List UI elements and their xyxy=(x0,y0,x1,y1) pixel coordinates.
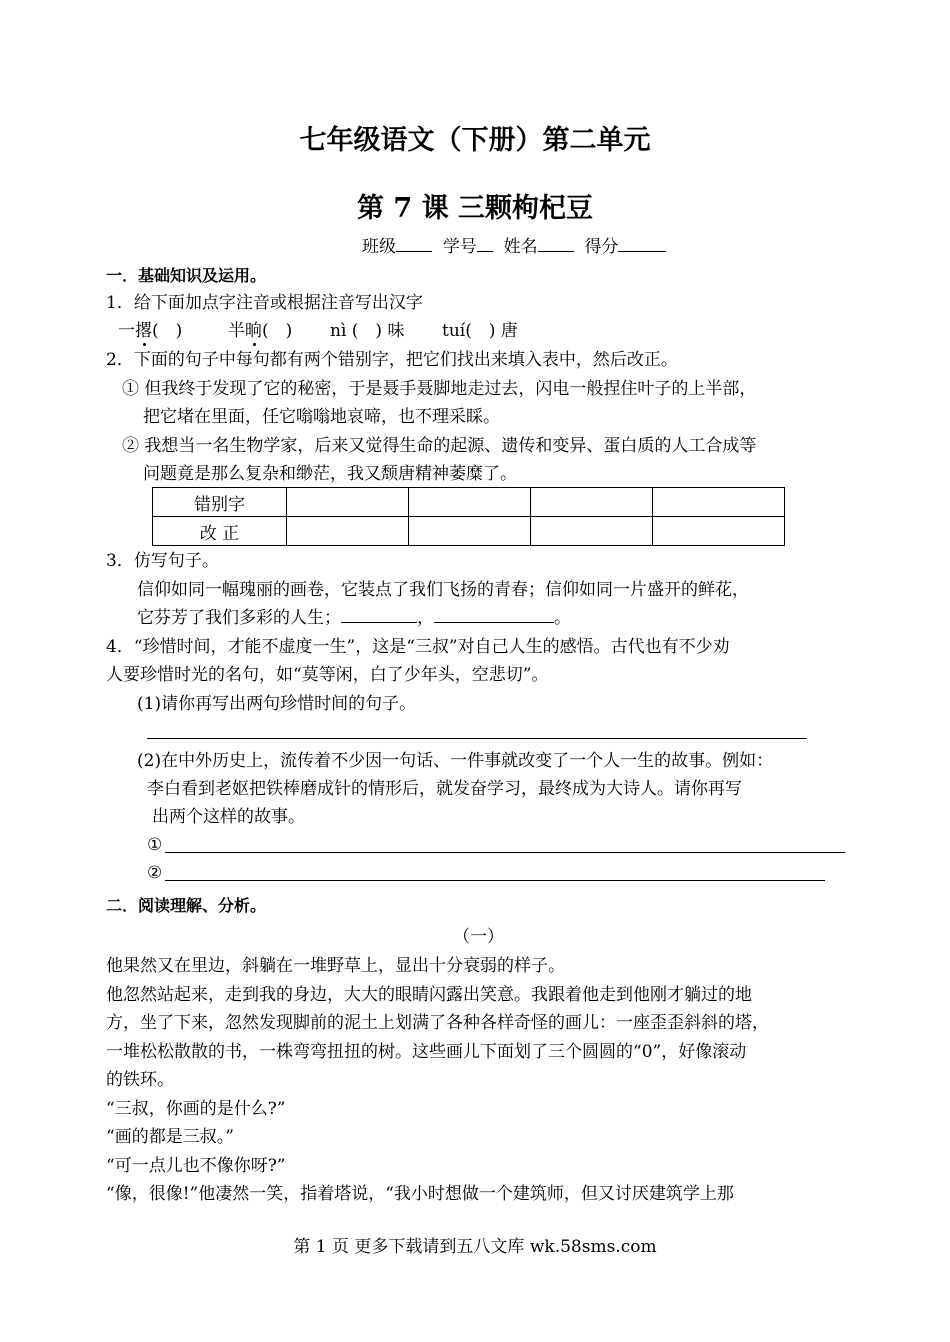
q4-answer1-line[interactable] xyxy=(165,852,845,853)
class-label: 班级 xyxy=(362,237,396,257)
q3-line1: 信仰如同一幅瑰丽的画卷，它装点了我们飞扬的青春；信仰如同一片盛开的鲜花， xyxy=(137,580,749,600)
table-cell[interactable] xyxy=(531,488,653,517)
q4-sub1: (1)请你再写出两句珍惜时间的句子。 xyxy=(137,694,417,714)
q2-sentence2-line2: 问题竟是那么复杂和缈茫，我又颓唐精神萎糜了。 xyxy=(143,464,517,484)
q4-line2: 人要珍惜时光的名句，如“莫等闲，白了少年头，空悲切”。 xyxy=(106,665,549,685)
passage-line: 方，坐了下来，忽然发现脚前的泥土上划满了各种各样奇怪的画儿：一座歪歪斜斜的塔， xyxy=(106,1013,769,1033)
passage-line: 他果然又在里边，斜躺在一堆野草上，显出十分衰弱的样子。 xyxy=(106,956,565,976)
q3-line2: 它芬芳了我们多彩的人生； ， 。 xyxy=(137,608,571,628)
table-cell[interactable] xyxy=(531,517,653,546)
table-row xyxy=(153,488,785,517)
q1-item-2: 半晌( ) xyxy=(228,321,293,341)
passage-line: “画的都是三叔。” xyxy=(106,1127,234,1147)
q4-answer2-marker: ② xyxy=(147,863,163,883)
q1-prompt: 1．给下面加点字注音或根据注音写出汉字 xyxy=(106,293,423,313)
number-label: 学号 xyxy=(442,237,477,257)
q4-sub2-line1: (2)在中外历史上，流传着不少因一句话、一件事就改变了一个人一生的故事。例如： xyxy=(137,751,774,771)
section1-heading: 一．基础知识及运用。 xyxy=(106,266,267,285)
passage-line: “像，很像!”他凄然一笑，指着塔说，“我小时想做一个建筑师，但又讨厌建筑学上那 xyxy=(106,1184,734,1204)
q4-sub2-line2: 李白看到老妪把铁棒磨成针的情形后，就发奋学习，最终成为大诗人。请你再写 xyxy=(147,779,742,799)
q4-answer2-line[interactable] xyxy=(165,880,825,881)
table-cell[interactable] xyxy=(409,488,531,517)
passage-line: 的铁环。 xyxy=(106,1070,174,1090)
table-row xyxy=(153,517,785,546)
table-cell[interactable] xyxy=(409,517,531,546)
class-blank[interactable] xyxy=(396,251,432,252)
passage-line: 他忽然站起来，走到我的身边，大大的眼睛闪露出笑意。我跟着他走到他刚才躺过的地 xyxy=(106,985,752,1005)
lesson-title: 第 7 课 三颗枸杞豆 xyxy=(357,193,593,224)
correction-table xyxy=(152,487,785,546)
table-cell[interactable] xyxy=(653,488,785,517)
section2-heading: 二．阅读理解、分析。 xyxy=(106,896,267,915)
score-blank[interactable] xyxy=(618,251,666,252)
q1-item-4: tuí( ) 唐 xyxy=(442,321,518,341)
passage-line: “三叔，你画的是什么?” xyxy=(106,1099,286,1119)
q2-sentence2-line1: ② 我想当一名生物学家，后来又觉得生命的起源、遗传和变异、蛋白质的人工合成等 xyxy=(122,436,757,456)
q2-prompt: 2．下面的句子中每句都有两个错别字，把它们找出来填入表中，然后改正。 xyxy=(106,350,678,370)
table-row-label: 错别字 xyxy=(153,488,287,517)
passage-line: “可一点儿也不像你呀?” xyxy=(106,1156,286,1176)
q1-item-3: nì ( ) 味 xyxy=(330,321,405,341)
table-cell[interactable] xyxy=(653,517,785,546)
q4-line1: 4．“珍惜时间，才能不虚度一生”，这是“三叔”对自己人生的感悟。古代也有不少劝 xyxy=(106,637,730,657)
q2-sentence1-line1: ① 但我终于发现了它的秘密，于是聂手聂脚地走过去，闪电一般捏住叶子的上半部， xyxy=(122,379,757,399)
page-footer: 第 1 页 更多下载请到五八文库 wk.58sms.com xyxy=(293,1237,657,1257)
table-cell[interactable] xyxy=(287,488,409,517)
name-label: 姓名 xyxy=(503,237,538,257)
q3-blank-1[interactable] xyxy=(341,622,417,623)
passage-label: （一） xyxy=(453,927,504,947)
q2-sentence1-line2: 把它堵在里面，任它嗡嗡地哀啼，也不理采睬。 xyxy=(143,407,500,427)
table-cell[interactable] xyxy=(287,517,409,546)
passage-line: 一堆松松散散的书，一株弯弯扭扭的树。这些画儿下面划了三个圆圆的“0”，好像滚动 xyxy=(106,1042,747,1062)
q3-prompt: 3．仿写句子。 xyxy=(106,551,219,571)
dotted-char: 晌 xyxy=(245,321,262,341)
q3-blank-2[interactable] xyxy=(434,622,554,623)
q1-item-1: 一撂( ) xyxy=(118,321,183,341)
score-label: 得分 xyxy=(584,237,619,257)
name-blank[interactable] xyxy=(538,251,574,252)
q4-answer1-marker: ① xyxy=(147,835,163,855)
dotted-char: 撂 xyxy=(135,321,152,341)
q4-sub2-line3: 出两个这样的故事。 xyxy=(152,807,305,827)
table-row-label: 改 正 xyxy=(153,517,287,546)
unit-title: 七年级语文（下册）第二单元 xyxy=(299,125,651,156)
number-blank[interactable] xyxy=(477,251,493,252)
q4-sub1-answer-line[interactable] xyxy=(147,738,807,739)
student-info xyxy=(362,236,666,258)
